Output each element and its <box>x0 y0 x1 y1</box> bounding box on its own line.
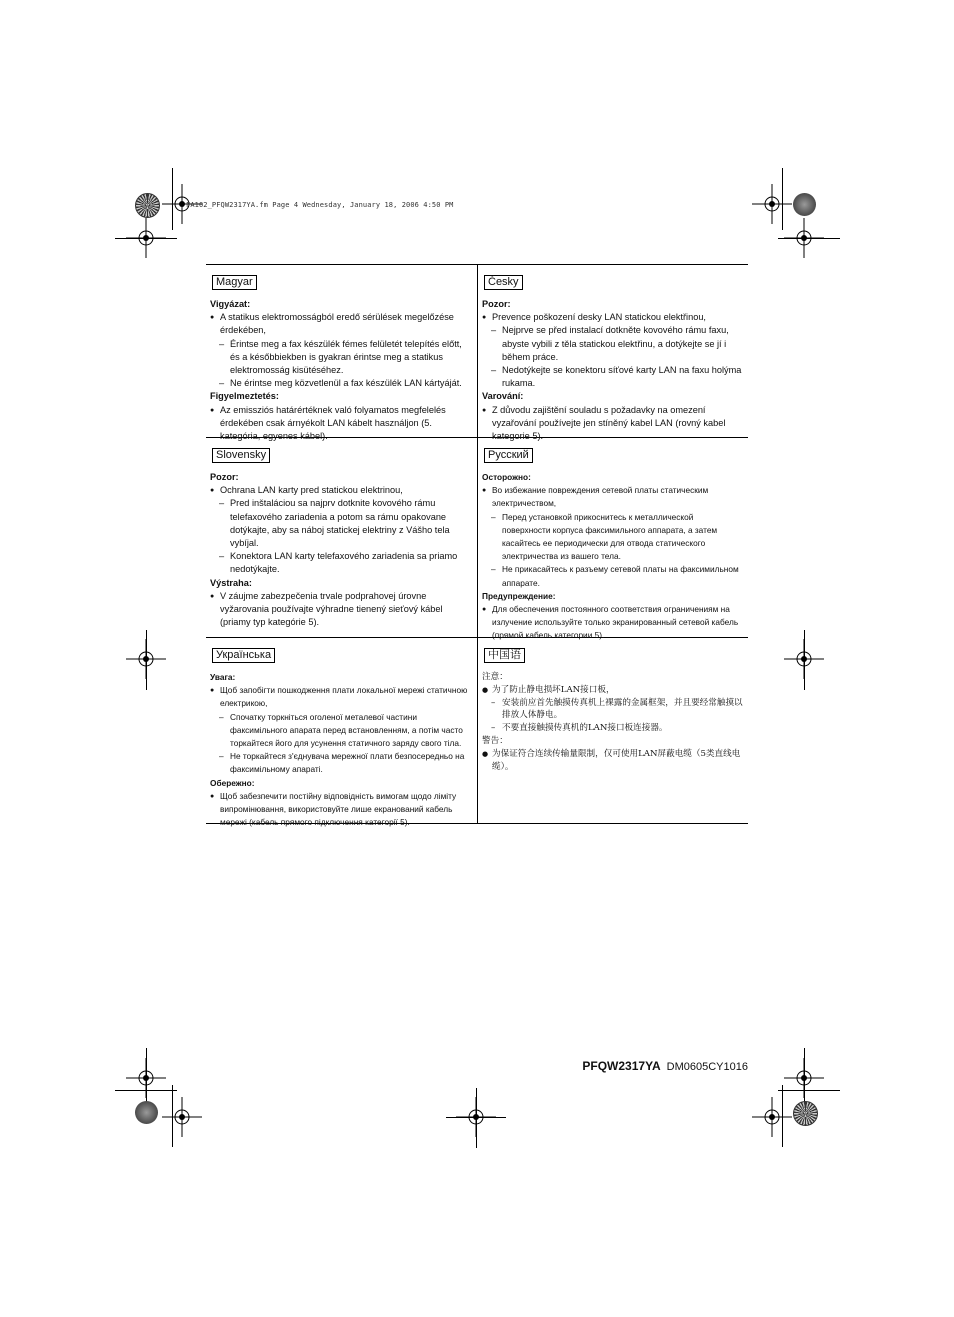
section-heading: Figyelmeztetés: <box>210 391 279 402</box>
bullet-item: ● Щоб забезпечити постійну відповідність вимогам щодо ліміту випромінювання, використовуйте лише екранований кабель мережі (кабель прямого підключення категорії 5). <box>210 790 473 830</box>
dash-item: – Nejprve se před instalací dotkněte kovového rámu faxu, abyste vybili z těla statickou elektřinu, a dotýkejte se jí i během práce. <box>482 324 744 364</box>
bullet-item: ● Для обеспечения постоянного соответствия ограничениям на излучение используйте только экранированный сетевой кабель (прямой кабель категории 5). <box>482 603 744 643</box>
bullet-item: ● 为了防止静电损坏LAN接口板， <box>482 684 744 697</box>
dash-item: – Не торкайтеся з'єднувача мережної плати безпосередньо на факсимільному апараті. <box>210 750 473 776</box>
trim-line <box>476 1088 477 1148</box>
bullet-item: ● V záujme zabezpečenia trvale podprahovej úrovne vyžarovania používajte výhradne tienený sieťový kábel (priamy typ kategórie 5). <box>210 590 473 630</box>
section-slovensky <box>206 438 477 637</box>
dash-item: – Перед установкой прикоснитесь к металлической поверхности корпуса факсимильного аппарата, а затем касайтесь ее периодически для отвода статического электричества из вашего тела. <box>482 511 744 564</box>
dash-item: – Érintse meg a fax készülék fémes felületét telepítés előtt, és a későbbiekben is gyakran érintse meg a statikus elektromosság kisütéséhez. <box>210 338 473 378</box>
bullet-item: ● Во избежание повреждения сетевой платы статическим электричеством, <box>482 484 744 510</box>
bullet-item: ● Prevence poškození desky LAN statickou elektřinou, <box>482 311 744 324</box>
table-row <box>206 438 748 641</box>
dash-item: – 不要直接触摸传真机的LAN接口板连接器。 <box>482 722 744 735</box>
section-heading: Pozor: <box>210 472 239 482</box>
section-heading: Pozor: <box>482 299 511 309</box>
section-heading: 警告： <box>482 735 508 746</box>
registration-dot <box>793 193 816 216</box>
dash-item: – Konektora LAN karty telefaxového zariadenia sa priamo nedotýkajte. <box>210 550 473 576</box>
section-heading: Увага: <box>210 672 236 682</box>
section-ukrainian <box>206 638 477 828</box>
section-heading: Varování: <box>482 391 524 402</box>
registration-dot <box>135 193 160 218</box>
trim-line <box>172 168 173 230</box>
bullet-item: ● 为保证符合连续传输量限制，仅可使用LAN屏蔽电缆（5类直线电缆）。 <box>482 748 744 774</box>
section-magyar <box>206 265 477 442</box>
trim-line <box>172 1085 173 1147</box>
trim-line <box>782 1085 783 1147</box>
language-table <box>206 264 748 828</box>
section-heading: Предупреждение: <box>482 590 556 601</box>
trim-line <box>115 238 177 239</box>
dash-item: – 安装前应首先触摸传真机上裸露的金属框架，并且要经常触摸以排放人体静电。 <box>482 697 744 723</box>
crosshair-mark <box>162 1097 202 1137</box>
trim-line <box>115 1090 177 1091</box>
table-row <box>206 265 748 442</box>
trim-line <box>146 630 147 690</box>
model-number: PFQW2317YA <box>582 1059 661 1073</box>
trim-line <box>782 168 783 230</box>
bullet-item: ● Ochrana LAN karty pred statickou elektrinou, <box>210 484 473 497</box>
registration-dot <box>135 1101 158 1124</box>
document-code: DM0605CY1016 <box>666 1061 748 1073</box>
dash-item: – Не прикасайтесь к разъему сетевой платы на факсимильном аппарате. <box>482 563 744 589</box>
section-russian <box>477 438 748 641</box>
bullet-item: ● Z důvodu zajištění souladu s požadavky na omezení vyzařování používejte jen stíněný kabel LAN (rovný kabel kategorie 5). <box>482 404 744 444</box>
dash-item: – Nedotýkejte se konektoru síťové karty LAN na faxu holýma rukama. <box>482 364 744 390</box>
language-label: Česky <box>484 275 523 290</box>
language-label: Українська <box>212 648 275 663</box>
page-footer <box>582 1059 748 1073</box>
trim-line <box>804 630 805 690</box>
table-row <box>206 638 748 828</box>
dash-item: – Pred inštaláciou sa najprv dotknite kovového rámu telefaxového zariadenia a potom sa rámu opakovane dotýkajte, aby sa náboj statickej elektriny z Vášho tela vybíjal. <box>210 497 473 550</box>
dash-item: – Спочатку торкніться оголеної металевої частини факсимільного апарата перед встановленням, а потім часто торкайтеся його для усунення статичного заряду свого тіла. <box>210 711 473 751</box>
trim-line <box>146 1048 147 1108</box>
language-label: Русский <box>484 448 533 463</box>
trim-line <box>778 1090 840 1091</box>
section-heading: Vigyázat: <box>210 299 251 309</box>
registration-dot <box>793 1101 818 1126</box>
section-chinese <box>477 638 748 823</box>
trim-line <box>804 1048 805 1108</box>
bullet-item: ● Щоб запобігти пошкодження плати локальної мережі статичною електрикою, <box>210 684 473 710</box>
section-heading: Výstraha: <box>210 577 252 588</box>
dash-item: – Ne érintse meg közvetlenül a fax készülék LAN kártyáját. <box>210 377 473 390</box>
print-header: FA102_PFQW2317YA.fm Page 4 Wednesday, January 18, 2006 4:50 PM <box>186 201 454 209</box>
section-heading: 注意： <box>482 672 508 682</box>
section-heading: Осторожно: <box>482 472 531 482</box>
language-label: Slovensky <box>212 448 270 463</box>
section-cesky <box>477 265 748 442</box>
crosshair-mark <box>752 1097 792 1137</box>
section-heading: Обережно: <box>210 777 255 788</box>
language-label: Magyar <box>212 275 257 290</box>
trim-line <box>778 238 840 239</box>
language-label: 中国语 <box>484 648 525 663</box>
bullet-item: ● Az emissziós határértéknek való folyamatos megfelelés érdekében csak árnyékolt LAN kábelt használjon (5. kategória, egyenes kábel). <box>210 404 473 444</box>
bullet-item: ● A statikus elektromosságból eredő sérülések megelőzése érdekében, <box>210 311 473 337</box>
